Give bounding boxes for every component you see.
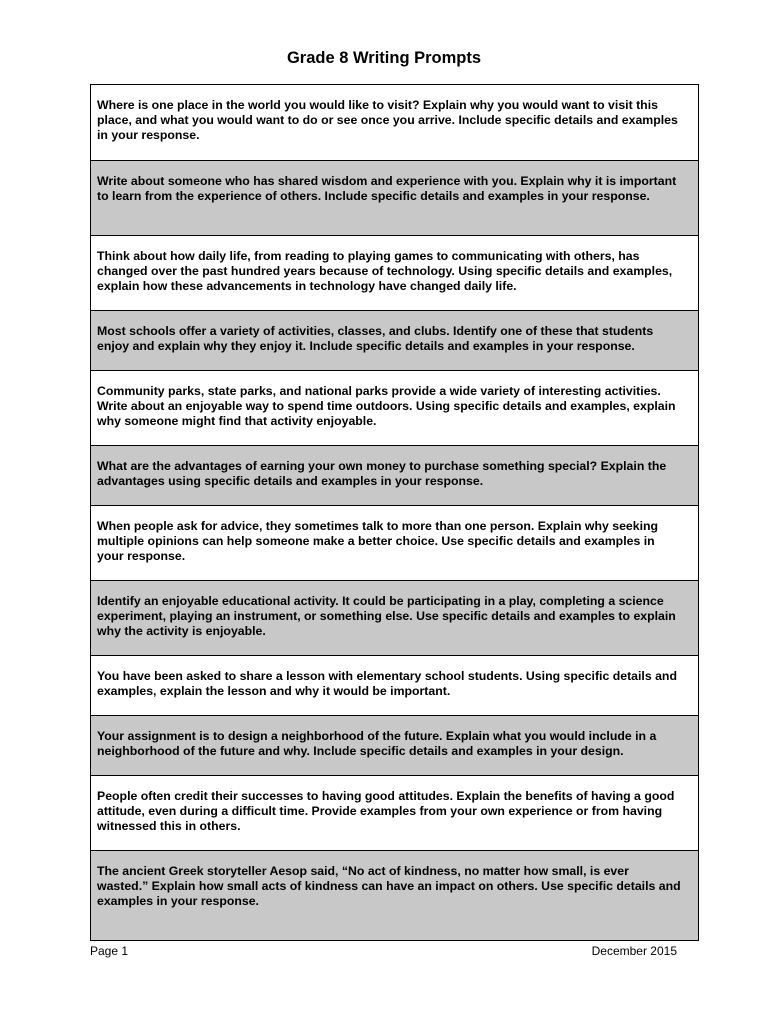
prompt-row: Most schools offer a variety of activities, classes, and clubs. Identify one of these that students enjoy and explain why they enjoy it. Include specific details and examples in your response. [91,310,698,370]
prompt-row: Identify an enjoyable educational activity. It could be participating in a play, completing a science experiment, playing an instrument, or something else. Use specific details and examples to explain why the activity is enjoyable. [91,580,698,655]
prompts-table [90,84,699,941]
prompt-row: Where is one place in the world you would like to visit? Explain why you would want to visit this place, and what you would want to do or see once you arrive. Include specific details and examples in your response. [97,98,678,143]
prompt-row: People often credit their successes to having good attitudes. Explain the benefits of having a good attitude, even during a difficult time. Provide examples from your own experience or from having witnessed this in others. [91,775,698,850]
prompt-row: When people ask for advice, they sometimes talk to more than one person. Explain why seeking multiple opinions can help someone make a better choice. Use specific details and examples in your response. [91,505,698,580]
page-number: Page 1 [90,944,129,958]
page-title: Grade 8 Writing Prompts [286,49,482,67]
prompt-row: What are the advantages of earning your own money to purchase something special? Explain the advantages using specific details and examples in your response. [91,445,698,505]
prompt-row: The ancient Greek storyteller Aesop said, “No act of kindness, no matter how small, is ever wasted.” Explain how small acts of kindness can have an impact on others. Use specific details and examples in your response. [91,850,698,940]
prompt-row: Your assignment is to design a neighborhood of the future. Explain what you would include in a neighborhood of the future and why. Include specific details and examples in your design. [91,715,698,775]
prompt-row: Community parks, state parks, and national parks provide a wide variety of interesting activities. Write about an enjoyable way to spend time outdoors. Using specific details and examples, explain why someone might find that activity enjoyable. [91,370,698,445]
prompt-row: Write about someone who has shared wisdom and experience with you. Explain why it is important to learn from the experience of others. Include specific details and examples in your response. [91,160,698,235]
prompt-row: Think about how daily life, from reading to playing games to communicating with others, has changed over the past hundred years because of technology. Using specific details and examples, explain how these advancements in technology have changed daily life. [91,235,698,310]
footer-date: December 2015 [591,944,677,958]
prompt-row: You have been asked to share a lesson with elementary school students. Using specific details and examples, explain the lesson and why it would be important. [91,655,698,715]
